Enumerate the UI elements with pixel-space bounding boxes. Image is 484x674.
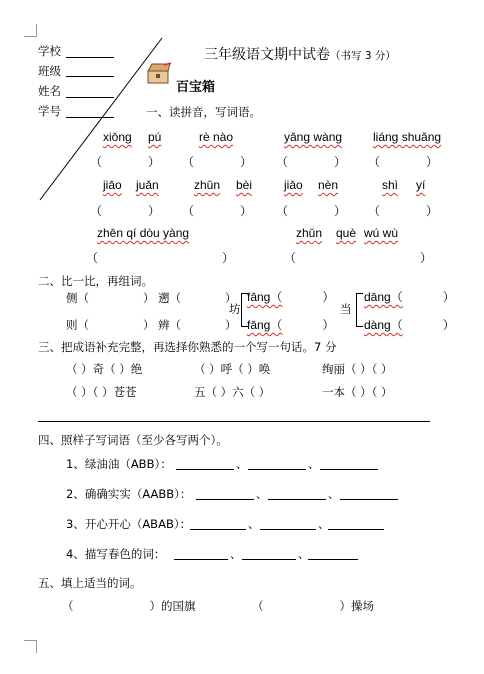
treasure-box-icon xyxy=(146,62,172,86)
class-label: 班级 xyxy=(38,64,61,78)
q2-fang-1[interactable]: fāng（ ） xyxy=(247,290,335,304)
answer-box-3[interactable]: （ ） xyxy=(276,155,347,169)
pinyin-yang-wang: yǎng wàng xyxy=(284,130,343,144)
pinyin-que: què xyxy=(336,226,357,240)
page-title: 三年级语文期中试卷（书写 3 分） xyxy=(204,47,396,63)
q4-1-blank-2[interactable] xyxy=(248,469,306,470)
q4-3-blank-3[interactable] xyxy=(328,529,384,530)
pinyin-yi: yí xyxy=(416,178,426,192)
q2-heading: 二、比一比，再组词。 xyxy=(38,274,153,288)
answer-box-1[interactable]: （ ） xyxy=(90,155,161,169)
title-note: （书写 3 分） xyxy=(330,50,396,62)
q5-field[interactable]: （ ）操场 xyxy=(252,599,374,613)
pinyin-pu: pú xyxy=(148,130,162,144)
q4-item-1: 1、绿油油（ABB）： xyxy=(66,457,172,471)
q4-4-blank-2[interactable] xyxy=(242,559,296,560)
q2-dang-1[interactable]: dāng（ ） xyxy=(364,290,455,304)
sentence-line[interactable] xyxy=(38,421,430,422)
q4-4-blank-3[interactable] xyxy=(308,559,358,560)
idiom-2[interactable]: （ ）呼（ ）唤 xyxy=(194,362,271,376)
q4-1-sep-2: 、 xyxy=(308,457,320,471)
pinyin-zhun-1: zhǔn xyxy=(194,178,221,192)
q4-4-sep-1: 、 xyxy=(230,547,242,561)
q4-2-blank-3[interactable] xyxy=(340,499,398,500)
idiom-4[interactable]: （ ）（ ）苍苍 xyxy=(66,385,137,399)
name-label: 姓名 xyxy=(38,84,61,98)
q4-3-blank-2[interactable] xyxy=(260,529,316,530)
q4-item-2: 2、确确实实（AABB）： xyxy=(66,487,192,501)
pinyin-shi: shì xyxy=(382,178,399,192)
answer-box-8[interactable]: （ ） xyxy=(368,204,439,218)
answer-box-2[interactable]: （ ） xyxy=(182,155,253,169)
q4-2-blank-2[interactable] xyxy=(268,499,326,500)
q2-bian-1[interactable]: 遡（ ） xyxy=(158,291,237,305)
pinyin-bei: bèi xyxy=(236,178,253,192)
school-label: 学校 xyxy=(38,44,61,58)
pinyin-liang-shuang: liáng shuǎng xyxy=(373,130,442,144)
pinyin-wu-wu: wú wù xyxy=(364,226,399,240)
q2-bian-2[interactable]: 辨（ ） xyxy=(158,318,237,332)
q4-item-3: 3、开心开心（ABAB）： xyxy=(66,517,192,531)
q4-2-sep-2: 、 xyxy=(328,487,340,501)
q5-heading: 五、填上适当的词。 xyxy=(38,576,142,590)
pinyin-jiao-1: jiāo xyxy=(103,178,122,192)
answer-box-10[interactable]: （ ） xyxy=(284,251,433,265)
answer-box-4[interactable]: （ ） xyxy=(368,155,439,169)
pinyin-re-nao: rè nào xyxy=(199,130,234,144)
q2-ze[interactable]: 则（ ） xyxy=(66,318,155,332)
pinyin-xiong: xiōng xyxy=(103,130,132,144)
answer-box-9[interactable]: （ ） xyxy=(86,251,235,265)
pinyin-jiao-2: jiāo xyxy=(284,178,303,192)
answer-box-7[interactable]: （ ） xyxy=(276,204,347,218)
q2-fang-2[interactable]: fāng（ ） xyxy=(247,318,335,332)
q2-dang-2[interactable]: dàng（ ） xyxy=(364,318,455,332)
pinyin-juan: juǎn xyxy=(136,178,159,192)
pinyin-nen: nèn xyxy=(318,178,339,192)
dang-brace xyxy=(356,293,363,327)
q4-4-blank-1[interactable] xyxy=(174,559,228,560)
idiom-1[interactable]: （ ）奇（ ）绝 xyxy=(66,362,143,376)
answer-box-5[interactable]: （ ） xyxy=(90,204,161,218)
q1-heading: 一、读拼音，写词语。 xyxy=(146,105,261,119)
number-label: 学号 xyxy=(38,104,61,118)
q4-1-sep-1: 、 xyxy=(236,457,248,471)
q4-2-sep-1: 、 xyxy=(256,487,268,501)
q4-3-sep-2: 、 xyxy=(318,517,330,531)
q4-2-blank-1[interactable] xyxy=(196,499,254,500)
q3-heading: 三、把成语补充完整，再选择你熟悉的一个写一句话。7 分 xyxy=(38,340,337,354)
idiom-6[interactable]: 一本（ ）（ ） xyxy=(322,385,393,399)
q4-1-blank-1[interactable] xyxy=(176,469,234,470)
q4-3-blank-1[interactable] xyxy=(190,529,246,530)
q4-item-4: 4、描写春色的词： xyxy=(66,547,166,561)
q2-dang-char: 当 xyxy=(340,302,352,316)
answer-box-6[interactable]: （ ） xyxy=(182,204,253,218)
q5-flag[interactable]: （ ）的国旗 xyxy=(62,599,196,613)
q4-heading: 四、照样子写词语（至少各写两个）。 xyxy=(38,433,228,447)
q4-4-sep-2: 、 xyxy=(298,547,310,561)
pinyin-zhun-2: zhǔn xyxy=(296,226,323,240)
q2-fang-char: 坊 xyxy=(229,302,241,316)
idiom-3[interactable]: 绚丽（ ）（ ） xyxy=(322,362,393,376)
q4-3-sep-1: 、 xyxy=(248,517,260,531)
treasure-label: 百宝箱 xyxy=(176,80,216,95)
q2-ce[interactable]: 侧（ ） xyxy=(66,291,155,305)
pinyin-zhen-qi-dou-yang: zhēn qí dòu yàng xyxy=(97,226,190,240)
q4-1-blank-3[interactable] xyxy=(320,469,378,470)
idiom-5[interactable]: 五（ ）六（ ） xyxy=(194,385,271,399)
